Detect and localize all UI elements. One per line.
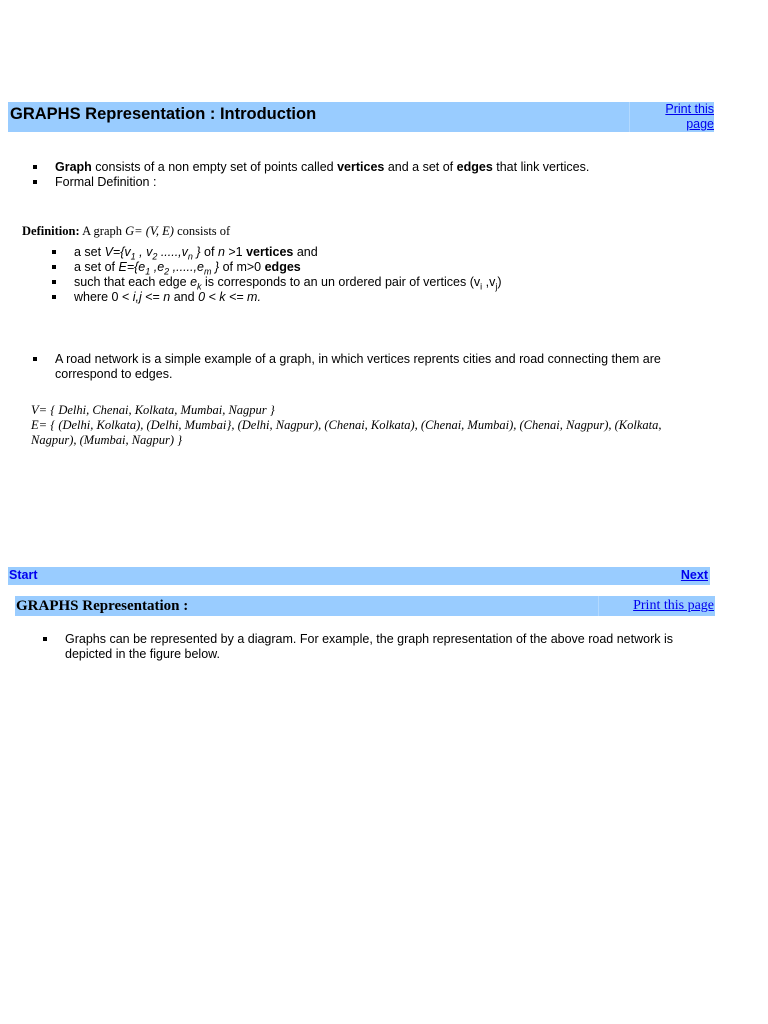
text-segment: a set [74,245,105,259]
navigation-bar [8,567,710,585]
definition-line [22,224,230,239]
text-segment: >1 [224,245,247,259]
math-segment: .....,v [157,245,188,259]
term-graph: Graph [55,160,92,174]
math-segment: , v [135,245,153,259]
road-network-list [55,352,715,382]
math-segment: V={v [104,245,131,259]
text-segment: of [200,245,218,259]
bullet-icon [43,637,47,641]
print-cell [629,102,714,132]
print-this-page-link-2[interactable]: Print this page [633,598,714,613]
math-segment: e [190,275,198,289]
term-edges: edges [264,260,301,274]
list-item [55,175,735,190]
subscript: m [203,266,212,277]
subscript: 1 [145,266,151,277]
print-cell [598,596,715,616]
bullet-icon [33,180,37,184]
formal-definition-label: Formal Definition : [55,175,157,189]
math-segment: n [163,290,171,304]
print-link-line2: page [686,117,714,131]
math-segment: E={e [118,260,146,274]
definition-list [74,245,734,305]
subscript: 2 [152,251,158,262]
text-segment: that link vertices. [492,160,590,174]
bullet-icon [52,280,56,284]
graph-notation: G= (V, E) [125,224,174,238]
text-segment: of m>0 [219,260,265,274]
text-segment: is corresponds to an un ordered pair of vertices (v [201,275,481,289]
list-item [65,632,715,662]
start-link[interactable]: Start [9,568,38,582]
term-vertices: vertices [337,160,385,174]
page-title: GRAPHS Representation : Introduction [10,105,317,123]
text-segment: where 0 < [74,290,133,304]
math-segment: ,e [150,260,165,274]
edge-set-line2: Nagpur), (Mumbai, Nagpur) } [31,433,183,447]
subscript: n [187,251,193,262]
term-edges: edges [456,160,493,174]
vertex-set: V= { Delhi, Chenai, Kolkata, Mumbai, Nagpur } [31,403,275,417]
subscript: 1 [130,251,136,262]
bullet-icon [33,357,37,361]
subscript: i [480,281,483,292]
next-link[interactable]: Next [680,568,708,582]
section2-title: GRAPHS Representation : [16,598,189,614]
definition-label: Definition: [22,224,80,238]
text-segment: and a set of [384,160,457,174]
bullet-icon [52,295,56,299]
text-segment: <= [141,290,164,304]
text-segment: A graph [79,224,126,238]
print-link-line1: Print this [665,102,714,116]
text-segment: and [170,290,199,304]
list-item [55,352,715,382]
list-item [74,275,734,290]
text-segment: ) [497,275,502,289]
section2-header-bar [15,596,715,616]
edge-set-line1: E= { (Delhi, Kolkata), (Delhi, Mumbai}, (Delhi, Nagpur), (Chenai, Kolkata), (Chenai, Mumbai), (Chenai, Nagpur), (Kolkata, [31,418,662,432]
subscript: 2 [164,266,170,277]
math-segment: } [192,245,201,259]
bullet-icon [33,165,37,169]
bullet-icon [52,265,56,269]
list-item [55,160,735,175]
math-segment: } [211,260,220,274]
list-item [74,245,734,260]
subscript: k [197,281,202,292]
text-segment: such that each edge [74,275,191,289]
section2-list [65,632,715,662]
term-vertices: vertices [246,245,294,259]
math-segment: n [217,245,225,259]
print-this-page-link[interactable] [634,102,714,132]
math-segment: 0 < k <= m. [198,290,261,304]
road-network-text: A road network is a simple example of a graph, in which vertices reprents cities and road connecting them are correspond to edges. [55,352,661,381]
list-item [74,290,734,305]
list-item [74,260,734,275]
section1-header-bar [8,102,714,132]
math-segment: ,.....,e [169,260,204,274]
bullet-icon [52,250,56,254]
text-segment: consists of a non empty set of points called [91,160,338,174]
intro-list [55,160,735,190]
section2-text: Graphs can be represented by a diagram. For example, the graph representation of the above road network is depicted in the figure below. [65,632,673,661]
text-segment: consists of [173,224,231,238]
math-segment: i,j [132,290,142,304]
vertex-edge-sets [31,403,731,448]
subscript: j [495,281,498,292]
text-segment: and [293,245,318,259]
text-segment: ,v [482,275,496,289]
text-segment: a set of [74,260,119,274]
